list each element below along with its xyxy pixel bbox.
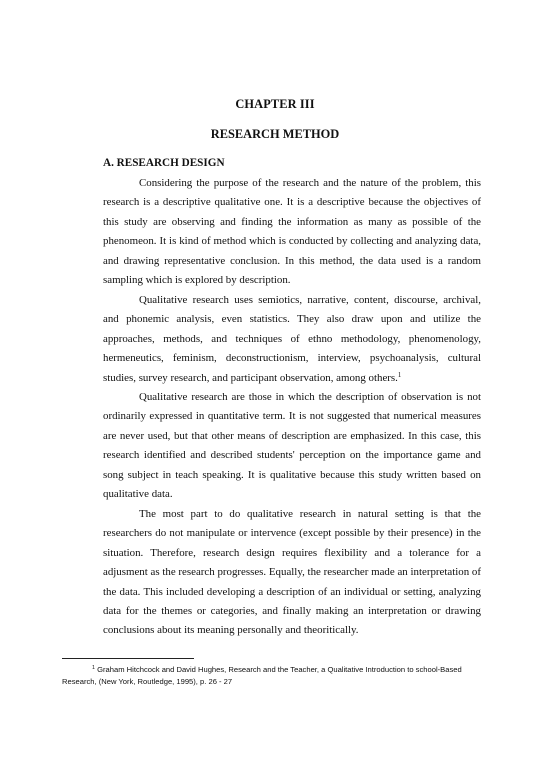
- chapter-subtitle: RESEARCH METHOD: [210, 127, 340, 141]
- footnote: [62, 664, 482, 687]
- paragraph-2: [103, 291, 481, 388]
- paragraph-3: Qualitative research are those in which the description of observation is not ordinarily expressed in quantitative term. It is not suggested that numerical measures are never used, but that other means of description are emphasized. In this case, this research identified and described students' perception on the importance game and song subject in teach speaking. It is qualitative because this study written based on qualitative data.: [103, 390, 481, 501]
- chapter-title: CHAPTER III: [235, 97, 315, 111]
- section-heading: A. RESEARCH DESIGN: [103, 157, 225, 169]
- footnote-reference: 1: [397, 370, 402, 379]
- footnote-body: [62, 664, 482, 687]
- paragraph-1: Considering the purpose of the research and the nature of the problem, this research is a descriptive qualitative one. It is a descriptive because the objectives of this study are observing and finding the information as many as possible of the phenomeon. It is kind of method which is conducted by collecting and analyzing data, and drawing representative conclusion. In this method, the data used is a random sampling which is explored by description.: [103, 177, 481, 287]
- body-text: [103, 174, 481, 641]
- footnote-number: 1: [92, 665, 95, 671]
- footnote-divider: [62, 658, 194, 659]
- paragraph-2-text: Qualitative research uses semiotics, narrative, content, discourse, archival, and phonemic analysis, even statistics. They also draw upon and utilize the approaches, methods, and techniques of ethno methodology, phenomenology, hermeneutics, feminism, deconstructionism, interview, psychoanalysis, cultural studies, survey research, and participant observation, among others.: [103, 293, 481, 384]
- paragraph-4: The most part to do qualitative research in natural setting is that the researchers do not manipulate or intervence (except possible by their presence) in the situation. Therefore, research design requires flexibility and a tolerance for a adjusment as the research progresses. Equally, the researcher made an interpretation of the data. This included developing a description of an individual or setting, analyzing data for the themes or categories, and finally making an interpretation or drawing conclusions about its meaning personally and theoritically.: [103, 507, 481, 637]
- footnote-text: Graham Hitchcock and David Hughes, Research and the Teacher, a Qualitative Introduction to school-Based Research, (New York, Routledge, 1995), p. 26 - 27: [62, 665, 462, 686]
